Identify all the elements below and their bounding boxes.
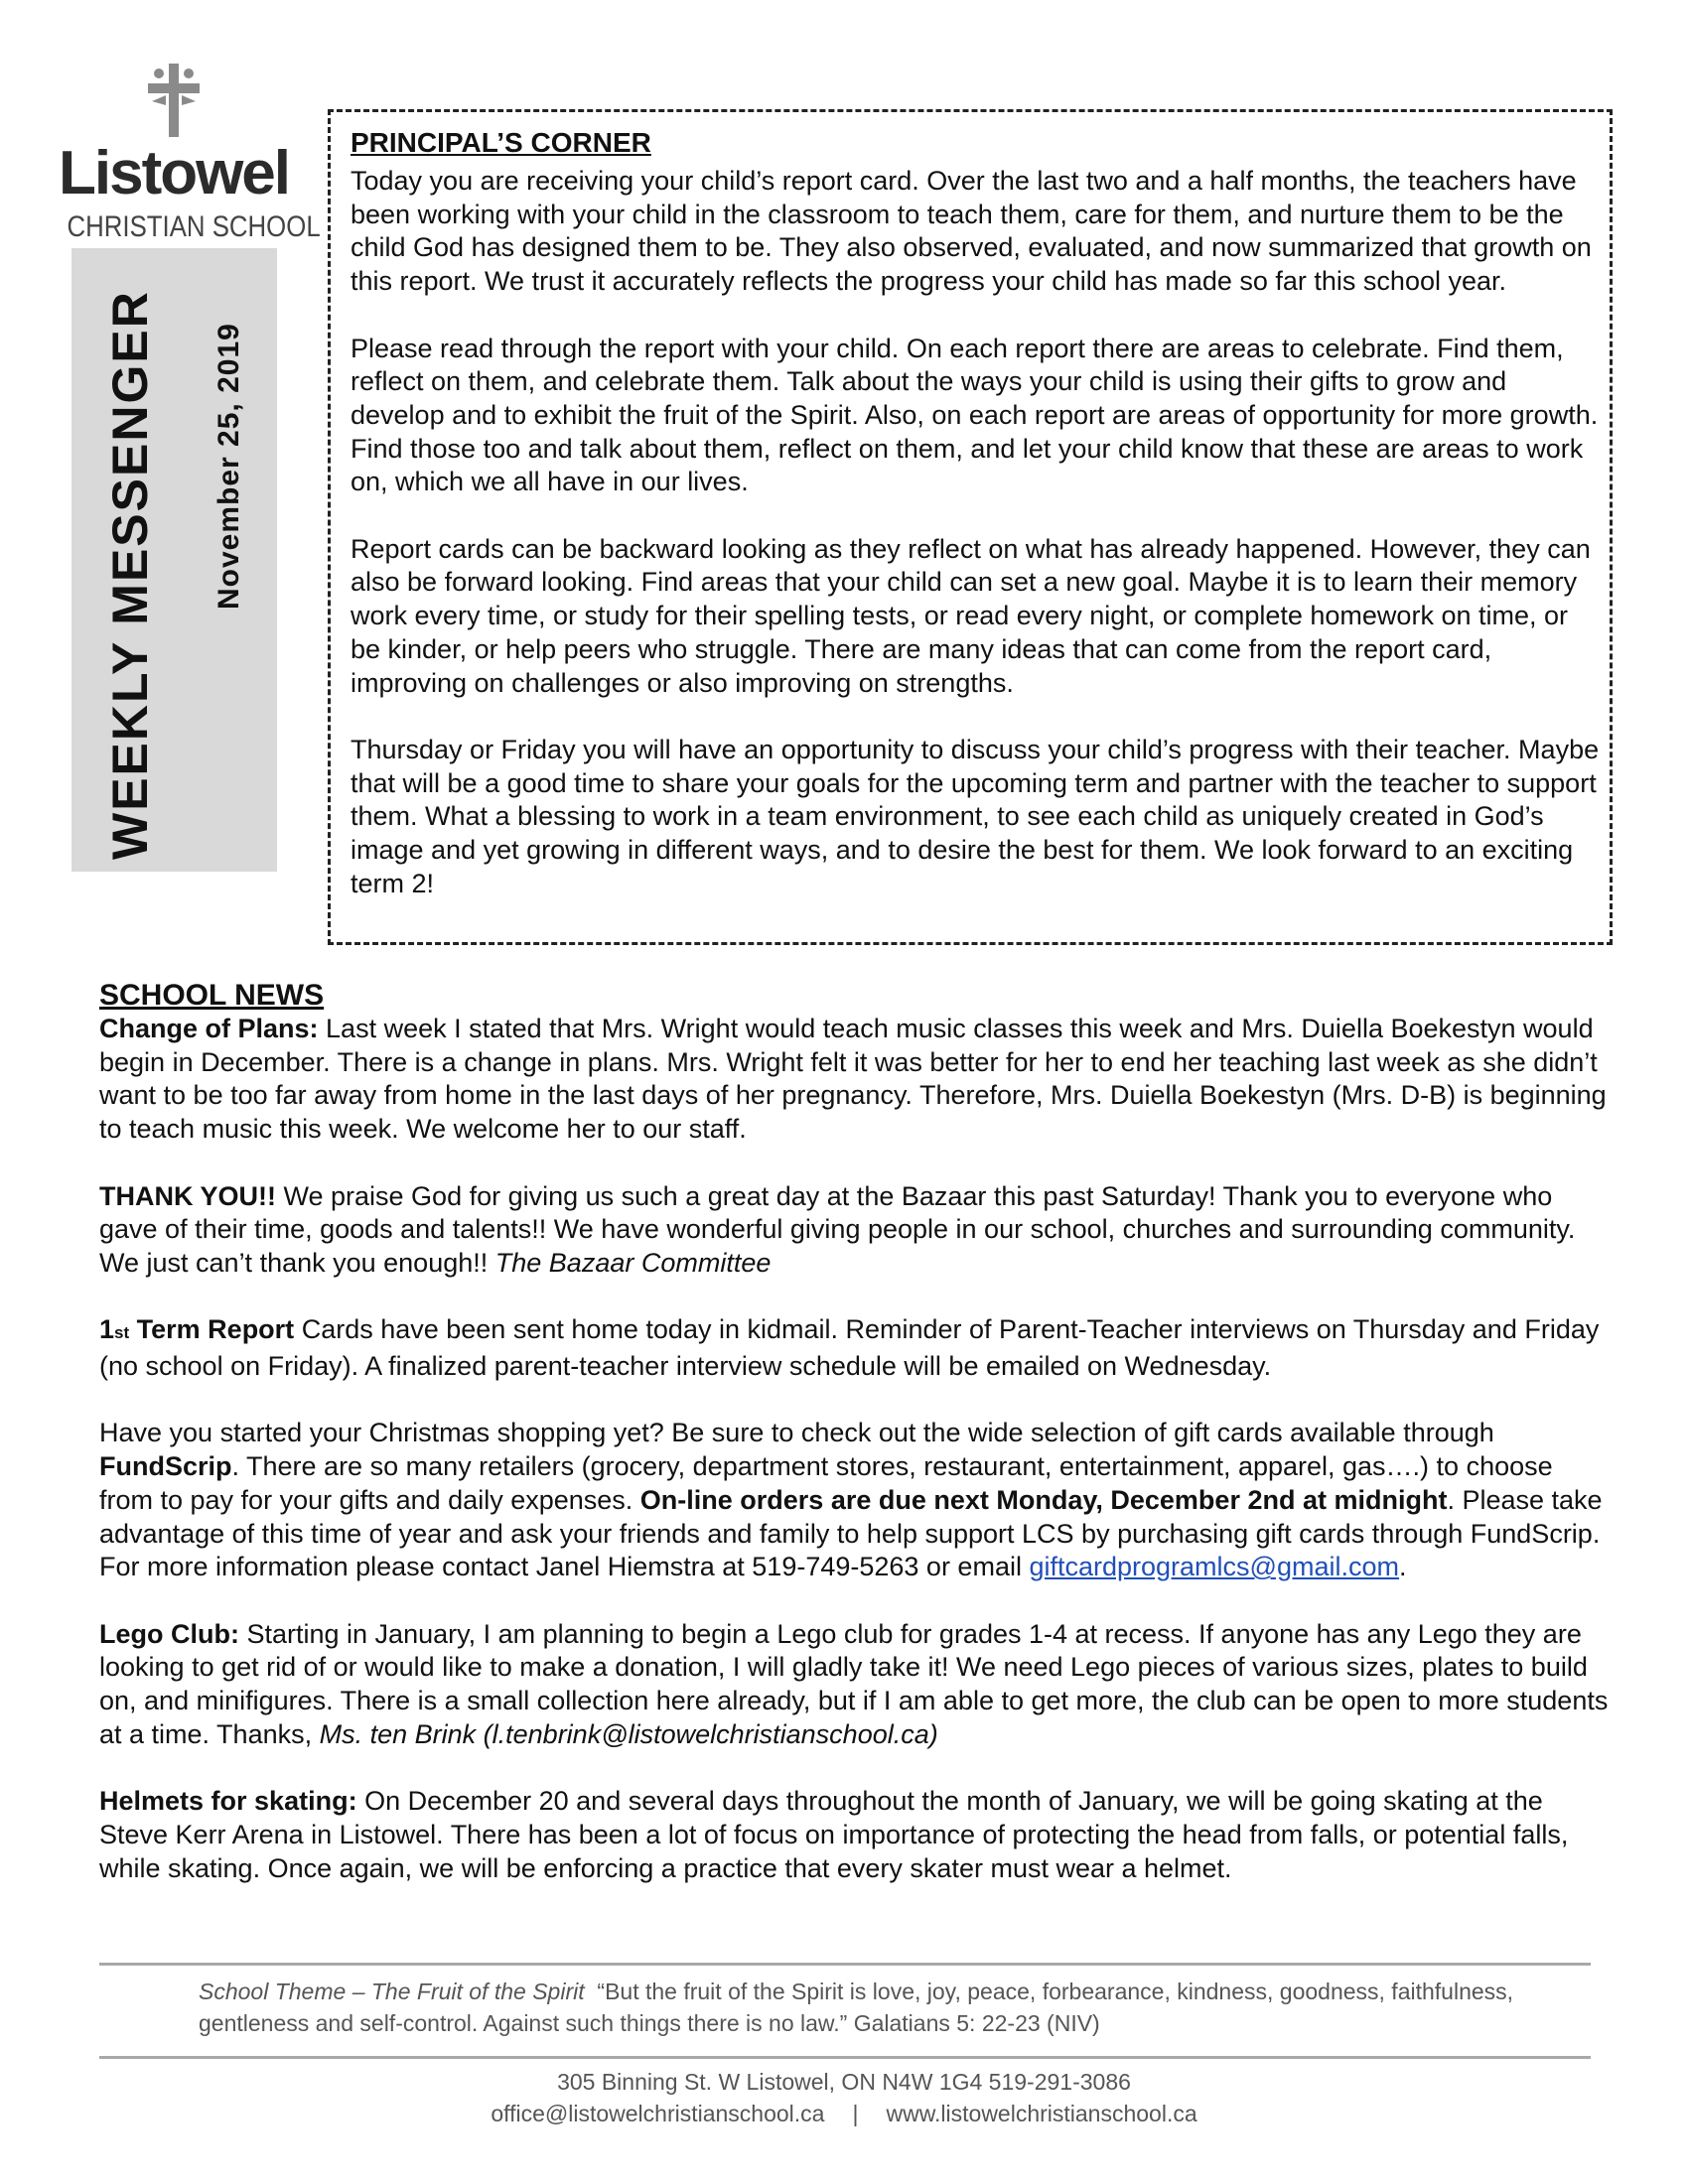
principal-paragraph: Today you are receiving your child’s report card. Over the last two and a half months, the teachers have been working with your child in the classroom to teach them, care for them, and nurture them to be the child God has designed them to be. They also observed, evaluated, and now summarized that growth on this report. We trust it accurately reflects the progress your child has made so far this school year. bbox=[351, 166, 1592, 297]
news-item-signature: Ms. ten Brink (l.tenbrink@listowelchristianschool.ca) bbox=[319, 1718, 938, 1749]
school-news-heading: SCHOOL NEWS bbox=[99, 979, 325, 1012]
newsletter-title: WEEKLY MESSENGER bbox=[102, 290, 158, 860]
news-item-report-cards bbox=[99, 1313, 1609, 1383]
contact-row bbox=[0, 2101, 1688, 2127]
school-theme bbox=[199, 1976, 1609, 2039]
news-item-text: Last week I stated that Mrs. Wright would teach music classes this week and Mrs. Duiella Boekestyn would begin in December. There is a change in plans. Mrs. Wright felt it was better for her to end her teaching last week as she didn’t want to be too far away from home in the last days of her pregnancy. Therefore, Mrs. Duiella Boekestyn (Mrs. D-B) is beginning to teach music this week. We welcome her to our staff. bbox=[99, 1014, 1607, 1145]
footer-divider-bottom bbox=[99, 2056, 1591, 2059]
logo-name: Listowel bbox=[58, 139, 290, 207]
news-item-text: Have you started your Christmas shopping yet? Be sure to check out the wide selection of gift cards available through bbox=[99, 1418, 1494, 1448]
news-item-text: We praise God for giving us such a great day at the Bazaar this past Saturday! Thank you to everyone who gave of their time, goods and talents!! We have wonderful giving people in our school, churches and surrounding community. We just can’t thank you enough!! bbox=[99, 1180, 1576, 1278]
footer-divider-top bbox=[99, 1963, 1591, 1966]
principal-paragraph: Thursday or Friday you will have an opportunity to discuss your child’s progress with their teacher. Maybe that will be a good time to share your goals for the upcoming term and partner with the teacher to support them. What a blessing to work in a team environment, to see each child as uniquely created in God’s image and yet growing in different ways, and to desire the best for them. We look forward to an exciting term 2! bbox=[351, 734, 1600, 898]
report-number: 1 bbox=[99, 1314, 115, 1345]
news-item-label: THANK YOU!! bbox=[99, 1180, 276, 1211]
school-logo bbox=[50, 62, 321, 243]
footer-separator: | bbox=[852, 2101, 859, 2126]
school-news-section bbox=[99, 979, 1609, 1919]
news-item-text: On December 20 and several days throughout the month of January, we will be going skating at the Steve Kerr Arena in Listowel. There has been a lot of focus on importance of protecting the head from falls, or potential falls, while skating. Once again, we will be enforcing a practice that every skater must wear a helmet. bbox=[99, 1786, 1569, 1883]
news-item-label: Helmets for skating: bbox=[99, 1786, 357, 1817]
principal-paragraph: Please read through the report with your child. On each report there are areas to celebrate. Find them, reflect on them, and celebrate them. Talk about the ways your child is using their gifts to grow and develop and to exhibit the fruit of the Spirit. Also, on each report are areas of opportunity for more growth. Find those too and talk about them, reflect on them, and let your child know that these are areas to work on, which we all have in our lives. bbox=[351, 333, 1599, 497]
news-item-text: Cards have been sent home today in kidmail. Reminder of Parent-Teacher interviews on Thursday and Friday (no school on Friday). A finalized parent-teacher interview schedule will be emailed on Wednesday. bbox=[99, 1314, 1600, 1381]
order-deadline: On-line orders are due next Monday, December 2nd at midnight bbox=[639, 1484, 1448, 1515]
principals-corner-heading: PRINCIPAL’S CORNER bbox=[351, 127, 651, 158]
cross-people-logo-icon bbox=[144, 62, 204, 141]
news-item-label: Term Report bbox=[129, 1314, 295, 1345]
news-item-text: Starting in January, I am planning to begin a Lego club for grades 1-4 at recess. If anyone has any Lego they are looking to get rid of or would like to make a donation, I will gladly take it! We need Lego pieces of various sizes, plates to build on, and minifigures. There is a small collection here already, but if I am able to get more, the club can be open to more students at a time. Thanks, bbox=[99, 1618, 1609, 1749]
newsletter-date: November 25, 2019 bbox=[212, 323, 245, 610]
fundscrip-brand: FundScrip bbox=[99, 1451, 232, 1482]
news-item-helmets bbox=[99, 1785, 1609, 1885]
news-item-text: . bbox=[1398, 1552, 1407, 1582]
news-item-change-of-plans bbox=[99, 1013, 1609, 1147]
school-address: 305 Binning St. W Listowel, ON N4W 1G4 519-291-3086 bbox=[557, 2069, 1131, 2095]
office-email[interactable]: office@listowelchristianschool.ca bbox=[491, 2101, 825, 2126]
theme-label: School Theme – The Fruit of the Spirit bbox=[199, 1979, 585, 2004]
news-item-label: Lego Club: bbox=[99, 1618, 239, 1649]
giftcard-email-link[interactable]: giftcardprogramlcs@gmail.com bbox=[1029, 1552, 1399, 1582]
news-item-signature: The Bazaar Committee bbox=[494, 1247, 772, 1278]
news-item-thank-you bbox=[99, 1180, 1609, 1281]
news-item-label: Change of Plans: bbox=[99, 1014, 319, 1043]
news-item-text: . There are so many retailers (grocery, department stores, restaurant, entertainment, apparel, gas….) to choose from to pay for your gifts and daily expenses. bbox=[99, 1451, 1553, 1515]
logo-subtitle: CHRISTIAN SCHOOL bbox=[67, 210, 321, 243]
news-item-lego-club bbox=[99, 1618, 1609, 1752]
principal-paragraph: Report cards can be backward looking as they reflect on what has already happened. However, they can also be forward looking. Find areas that your child can set a new goal. Maybe it is to learn their memory work every time, or study for their spelling tests, or read every night, or complete homework on time, or be kinder, or help peers who struggle. There are many ideas that can come from the report card, improving on challenges or also improving on strengths. bbox=[351, 533, 1591, 698]
theme-quote: “But the fruit of the Spirit is love, joy, peace, forbearance, kindness, goodness, faithfulness, gentleness and self-control. Against such things there is no law.” Galatians 5: 22-23 (NIV) bbox=[199, 1979, 1514, 2036]
news-item-fundscrip bbox=[99, 1417, 1609, 1584]
principals-corner-text bbox=[351, 165, 1604, 934]
school-website[interactable]: www.listowelchristianschool.ca bbox=[886, 2101, 1197, 2126]
report-ordinal: st bbox=[114, 1323, 130, 1343]
news-item-text: . Please take advantage of this time of year and ask your friends and family to help support LCS by purchasing gift cards through FundScrip. For more information please contact Janel Hiemstra at 519-749-5263 or email bbox=[99, 1484, 1603, 1582]
